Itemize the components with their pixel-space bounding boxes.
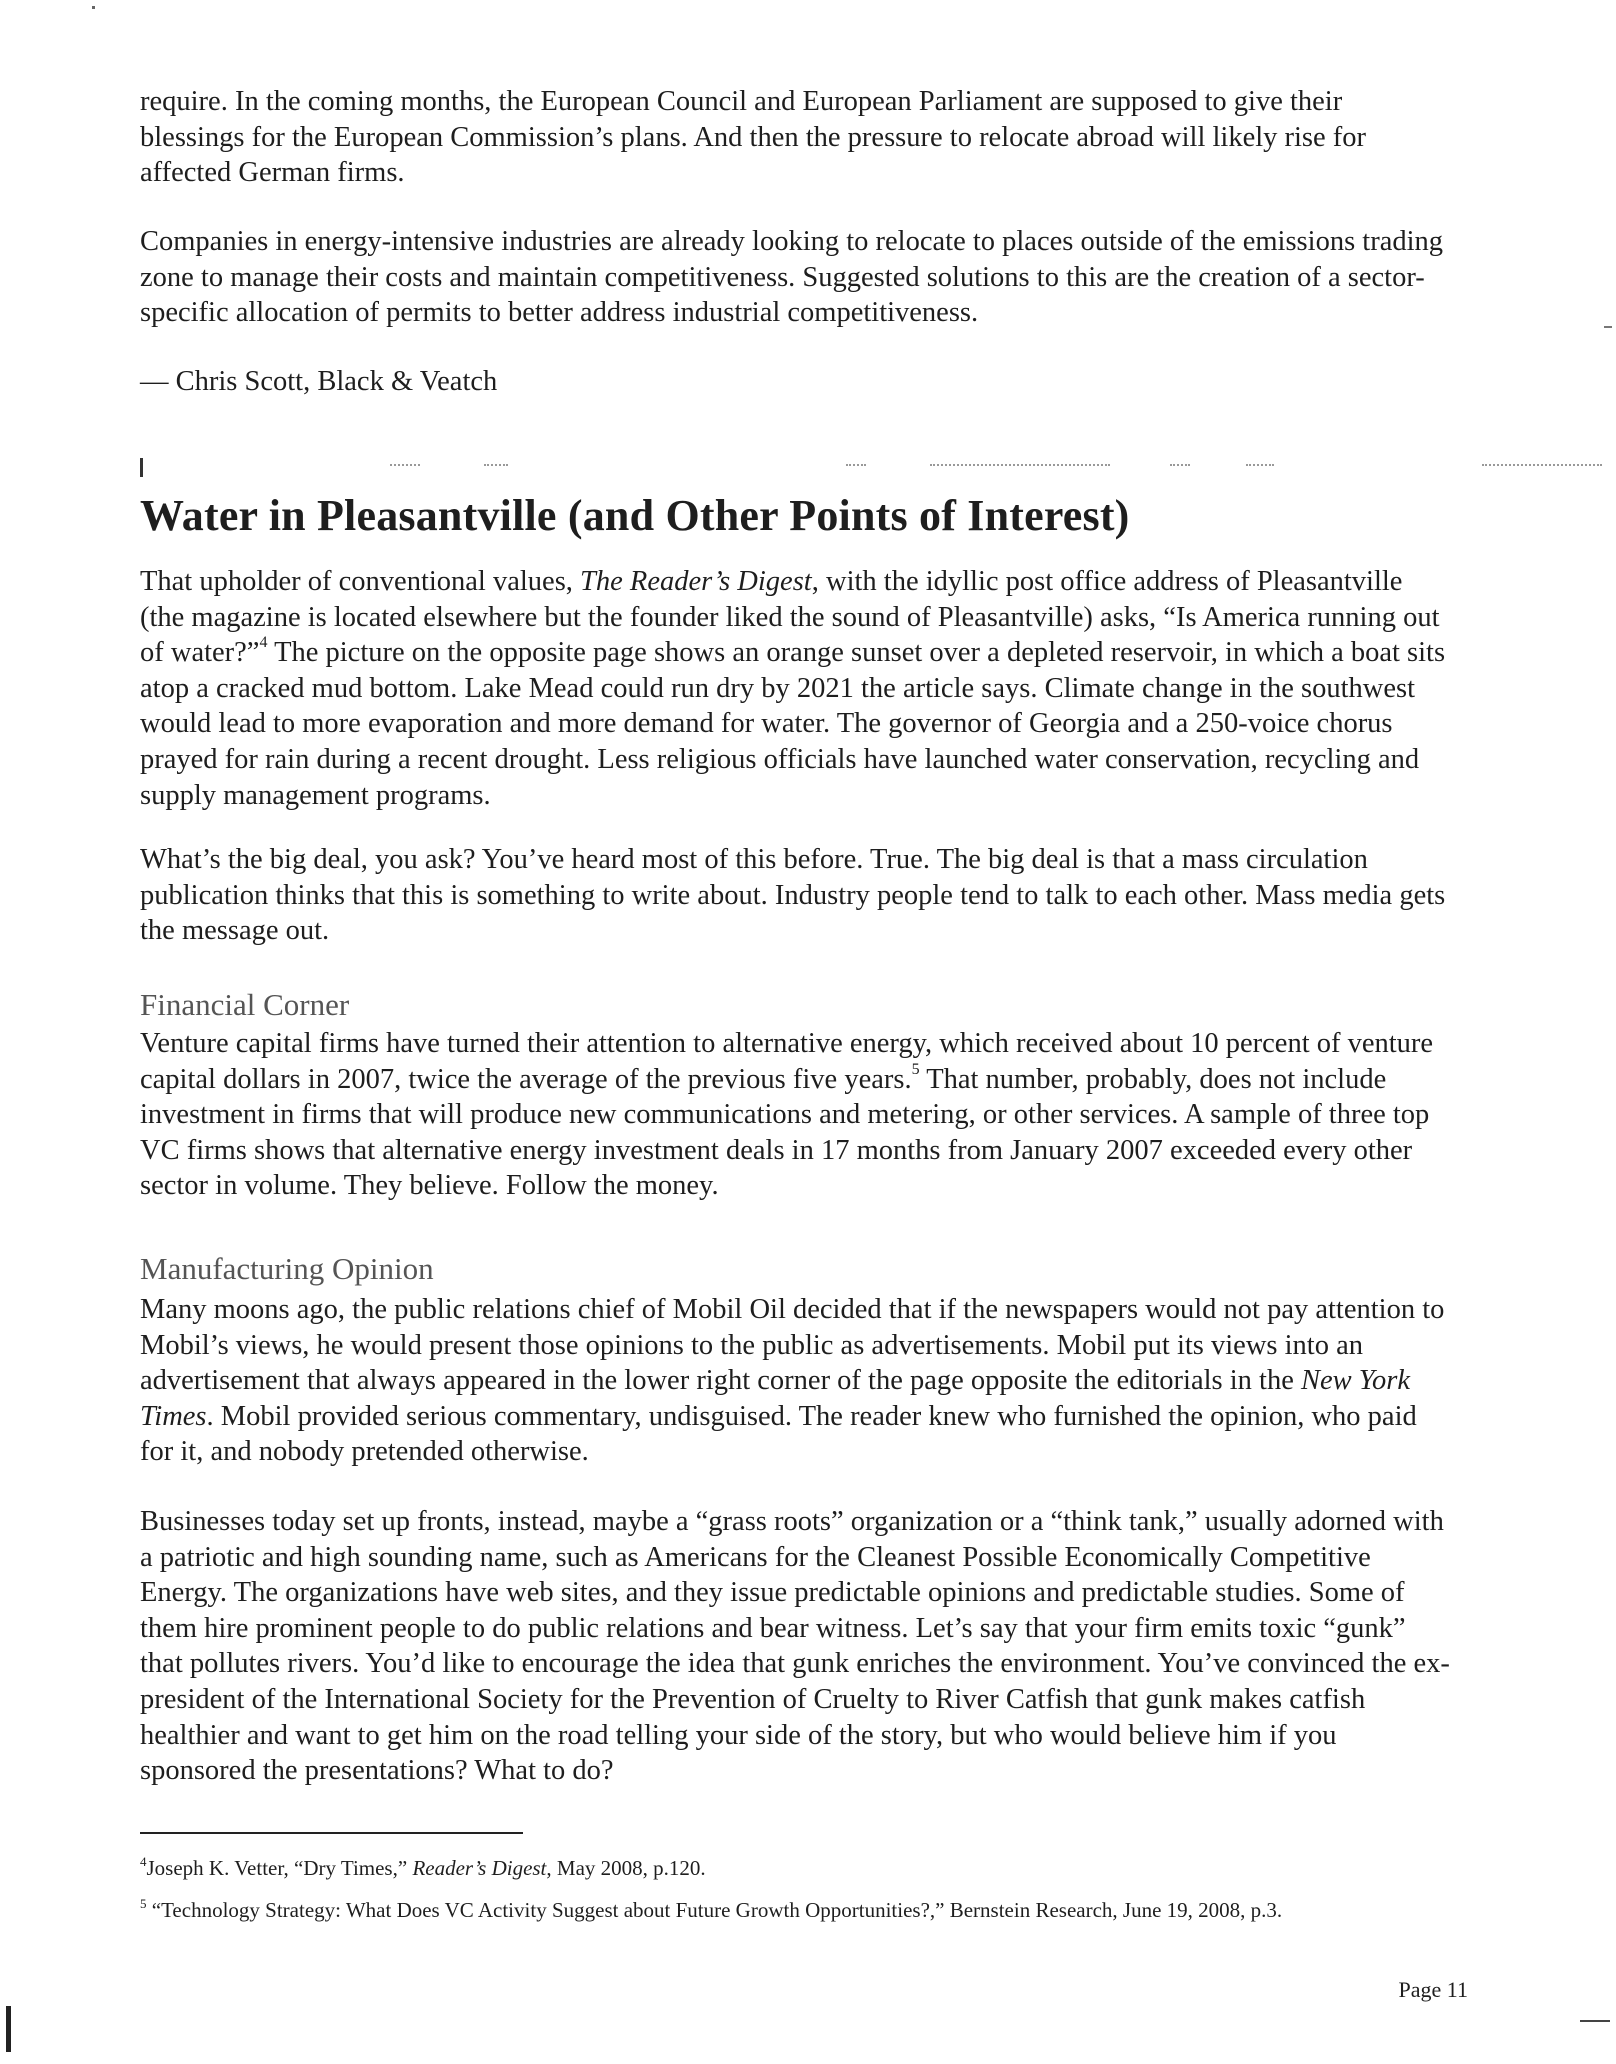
text-run: “Technology Strategy: What Does VC Activity Suggest about Future Growth Opportunities?,” Bernstein Research, June 19, 2008, p.3.	[151, 1898, 1283, 1922]
separator-mark	[140, 458, 143, 477]
opinion-paragraph-2: Businesses today set up fronts, instead, maybe a “grass roots” organization or a “think tank,” usually adorned with a patriotic and high sounding name, such as Americans for the Cleanest Possible Economically Competitive Energy. The organizations have web sites, and they issue predictable opinions and predictable studies. Some of them hire prominent people to do public relations and bear witness. Let’s say that your firm emits toxic “gunk” that pollutes rivers. You’d like to encourage the idea that gunk enriches the environment. You’ve convinced the ex-president of the International Society for the Prevention of Cruelty to River Catfish that gunk makes catfish healthier and want to get him on the road telling your side of the story, but who would believe him if you sponsored the presentations? What to do?	[140, 1506, 1450, 1787]
footnote-reference: 5	[911, 1060, 920, 1078]
publication-title: The Reader’s Digest	[580, 566, 812, 597]
footnote-number: 5	[140, 1896, 147, 1911]
footnote-reference: 4	[259, 634, 268, 652]
text-run: , with the idyllic post office address of Pleasantville (the magazine is located elsewhere but the founder liked the sound of Pleasantville) asks, “Is America running out of water?”	[140, 566, 1440, 669]
opinion-paragraph-1	[140, 1292, 1450, 1470]
text-run: That number, probably, does not include investment in firms that will produce new communications and metering, or other services. A sample of three top VC firms shows that alternative energy investment deals in 17 months from January 2007 exceeded every other sector in volume. They believe. Follow the money.	[140, 1063, 1430, 1202]
text-run: . Mobil provided serious commentary, undisguised. The reader knew who furnished the opinion, who paid for it, and nobody pretended otherwise.	[140, 1400, 1417, 1468]
scan-edge-mark	[6, 2006, 11, 2052]
article-paragraph-1	[140, 564, 1450, 813]
separator-dots	[1246, 464, 1274, 468]
attribution: — Chris Scott, Black & Veatch	[140, 366, 498, 397]
text-run: Many moons ago, the public relations chief of Mobil Oil decided that if the newspapers would not pay attention to Mobil’s views, he would present those opinions to the public as advertisements. Mobil put its views into an advertisement that always appeared in the lower right corner of the page opposite the editorials in the	[140, 1294, 1445, 1397]
intro-paragraph-1: require. In the coming months, the European Council and European Parliament are supposed to give their blessings for the European Commission’s plans. And then the pressure to relocate abroad will likely rise for affected German firms.	[140, 86, 1367, 189]
scan-speck	[92, 6, 95, 9]
separator-dots	[484, 464, 508, 468]
section-heading-opinion: Manufacturing Opinion	[140, 1251, 434, 1286]
text-run: The picture on the opposite page shows an orange sunset over a depleted reservoir, in which a boat sits atop a cracked mud bottom. Lake Mead could run dry by 2021 the article says. Climate change in the southwest would lead to more evaporation and more demand for water. The governor of Georgia and a 250-voice chorus prayed for rain during a recent drought. Less religious officials have launched water conservation, recycling and supply management programs.	[140, 637, 1446, 811]
text-run: Joseph K. Vetter, “Dry Times,”	[146, 1856, 413, 1880]
footnote-5	[140, 1896, 1450, 1925]
footnote-4	[140, 1854, 1450, 1883]
section-heading-financial: Financial Corner	[140, 987, 350, 1022]
text-run: , May 2008, p.120.	[546, 1856, 706, 1880]
separator-dots	[390, 464, 420, 468]
scan-speck	[1604, 326, 1612, 328]
separator-dots	[1170, 464, 1190, 468]
article-paragraph-2: What’s the big deal, you ask? You’ve heard most of this before. True. The big deal is that a mass circulation publication thinks that this is something to write about. Industry people tend to talk to each other. Mass media gets the message out.	[140, 844, 1446, 947]
scan-edge-mark	[1580, 2020, 1610, 2022]
separator-dots	[1482, 464, 1602, 468]
publication-title: New York Times	[140, 1365, 1411, 1432]
page-number: Page 11	[1398, 1977, 1468, 2002]
article-title: Water in Pleasantville (and Other Points of Interest)	[140, 491, 1130, 540]
publication-title: Reader’s Digest	[412, 1856, 547, 1880]
text-run: That upholder of conventional values,	[140, 566, 581, 597]
footnote-divider	[140, 1832, 523, 1834]
separator-dots	[930, 464, 1110, 468]
financial-paragraph	[140, 1026, 1450, 1204]
footnote-number: 4	[140, 1854, 147, 1869]
text-run: Venture capital firms have turned their attention to alternative energy, which received about 10 percent of venture capital dollars in 2007, twice the average of the previous five years.	[140, 1028, 1434, 1095]
intro-paragraph-2: Companies in energy-intensive industries are already looking to relocate to places outside of the emissions trading zone to manage their costs and maintain competitiveness. Suggested solutions to this are the creation of a sector-specific allocation of permits to better address industrial competitiveness.	[140, 226, 1444, 329]
separator-dots	[846, 464, 866, 468]
